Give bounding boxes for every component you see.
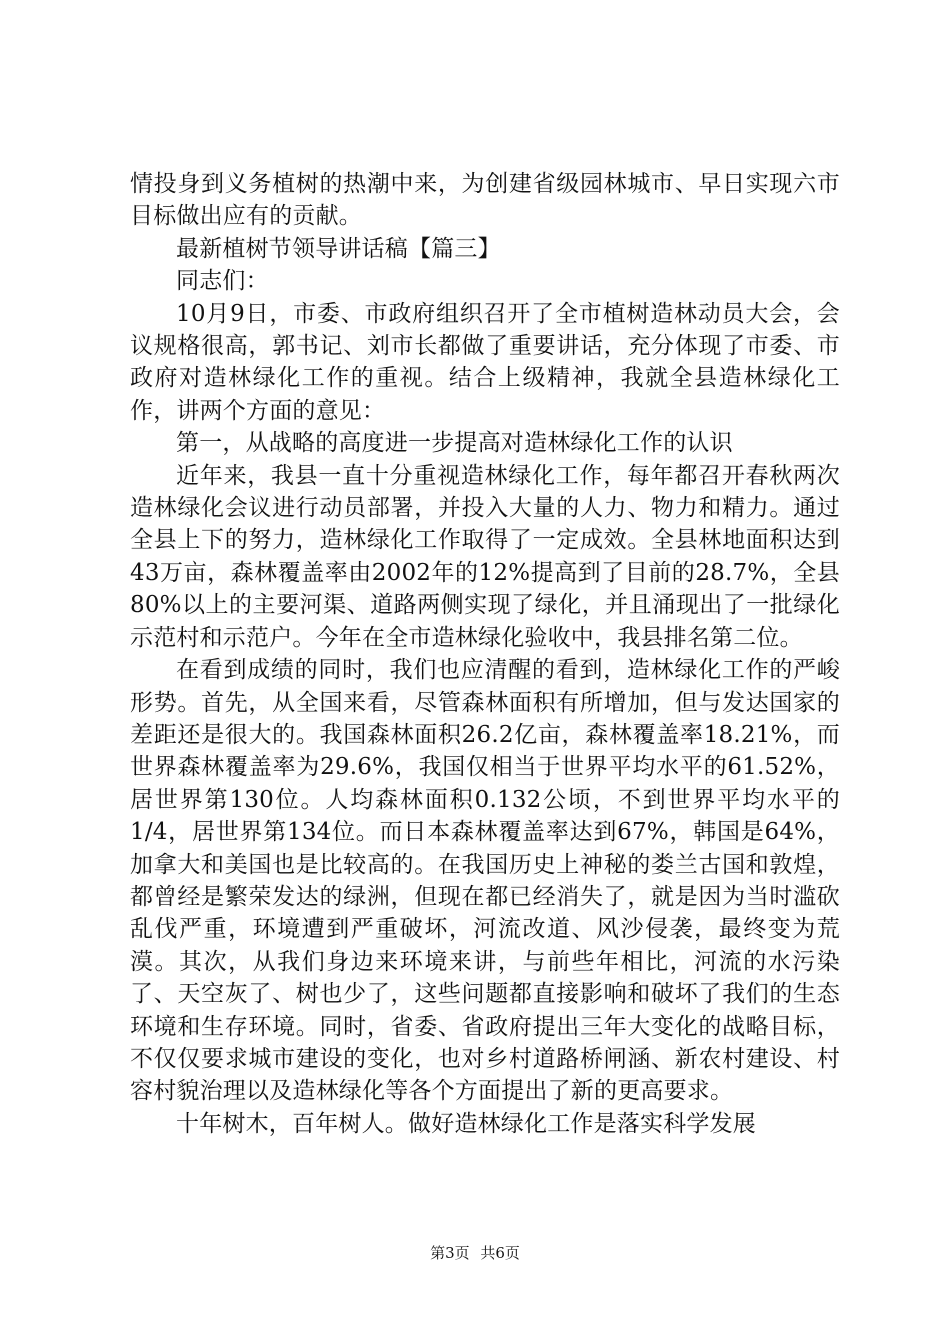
page-number: 第3页 — [430, 1244, 470, 1262]
paragraph-1: 情投身到义务植树的热潮中来，为创建省级园林城市、早日实现六市目标做出应有的贡献。 — [130, 171, 840, 230]
subheading-first: 第一，从战略的高度进一步提高对造林绿化工作的认识 — [176, 430, 733, 457]
page-total: 共6页 — [480, 1244, 520, 1262]
paragraph-8: 十年树木，百年树人。做好造林绿化工作是落实科学发展 — [176, 1110, 756, 1137]
salutation: 同志们： — [176, 268, 269, 295]
section-heading: 最新植树节领导讲话稿【篇三】 — [176, 235, 501, 262]
paragraph-6: 近年来，我县一直十分重视造林绿化工作，每年都召开春秋两次造林绿化会议进行动员部署，并投入大量的人力、物力和精力。通过全县上下的努力，造林绿化工作取得了一定成效。全县林地面积达到43万亩，森林覆盖率由2002年的12%提高到了目前的28.7%，全县80%以上的主要河渠、道路两侧实现了绿化，并且涌现出了一批绿化示范村和示范户。今年在全市造林绿化验收中，我县排名第二位。 — [130, 462, 840, 651]
document-body — [130, 168, 840, 1140]
paragraph-7: 在看到成绩的同时，我们也应清醒的看到，造林绿化工作的严峻形势。首先，从全国来看，尽管森林面积有所增加，但与发达国家的差距还是很大的。我国森林面积26.2亿亩，森林覆盖率18.21%，而世界森林覆盖率为29.6%，我国仅相当于世界平均水平的61.52%，居世界第130位。人均森林面积0.132公顷，不到世界平均水平的1/4，居世界第134位。而日本森林覆盖率达到67%，韩国是64%，加拿大和美国也是比较高的。在我国历史上神秘的娄兰古国和敦煌，都曾经是繁荣发达的绿洲，但现在都已经消失了，就是因为当时滥砍乱伐严重，环境遭到严重破坏，河流改道、风沙侵袭，最终变为荒漠。其次，从我们身边来环境来讲，与前些年相比，河流的水污染了、天空灰了、树也少了，这些问题都直接影响和破坏了我们的生态环境和生存环境。同时，省委、省政府提出三年大变化的战略目标，不仅仅要求城市建设的变化，也对乡村道路桥闸涵、新农村建设、村容村貌治理以及造林绿化等各个方面提出了新的更高要求。 — [130, 657, 840, 1105]
paragraph-4: 10月9日，市委、市政府组织召开了全市植树造林动员大会，会议规格很高，郭书记、刘市长都做了重要讲话，充分体现了市委、市政府对造林绿化工作的重视。结合上级精神，我就全县造林绿化工作，讲两个方面的意见： — [130, 300, 840, 424]
page-footer — [0, 1244, 950, 1262]
